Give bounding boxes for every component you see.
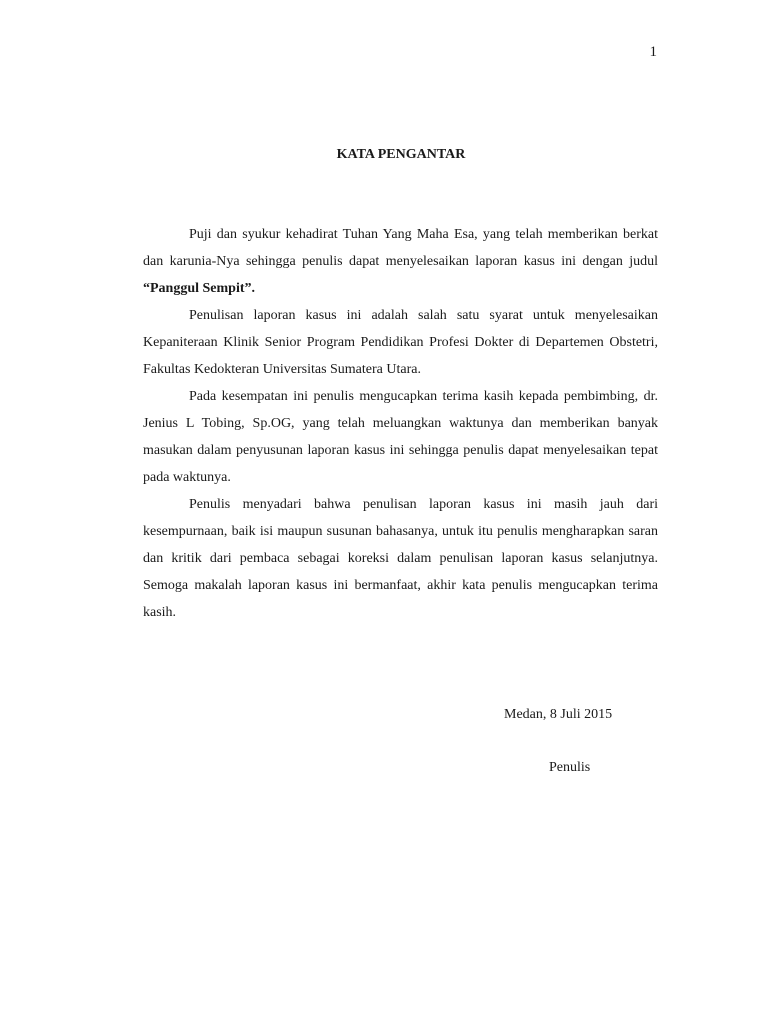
document-body	[143, 221, 658, 626]
paragraph-2: Penulisan laporan kasus ini adalah salah satu syarat untuk menyelesaikan Kepaniteraan Klinik Senior Program Pendidikan Profesi Dokter di Departemen Obstetri, Fakultas Kedokteran Universitas Sumatera Utara.	[143, 308, 658, 377]
paragraph-3: Pada kesempatan ini penulis mengucapkan terima kasih kepada pembimbing, dr. Jenius L Tobing, Sp.OG, yang telah meluangkan waktunya dan memberikan banyak masukan dalam penyusunan laporan kasus ini sehingga penulis dapat menyelesaikan tepat pada waktunya.	[143, 389, 658, 485]
report-title-emphasis: “Panggul Sempit”.	[143, 281, 256, 296]
paragraph-1	[143, 221, 658, 302]
closing-author: Penulis	[549, 760, 591, 775]
paragraph-4: Penulis menyadari bahwa penulisan laporan kasus ini masih jauh dari kesempurnaan, baik isi maupun susunan bahasanya, untuk itu penulis mengharapkan saran dan kritik dari pembaca sebagai koreksi dalam penulisan laporan kasus selanjutnya. Semoga makalah laporan kasus ini bermanfaat, akhir kata penulis mengucapkan terima kasih.	[143, 497, 658, 620]
paragraph-1-text: Puji dan syukur kehadirat Tuhan Yang Maha Esa, yang telah memberikan berkat dan karunia-Nya sehingga penulis dapat menyelesaikan laporan kasus ini dengan judul	[143, 227, 658, 269]
page-number: 1	[649, 44, 657, 60]
page-title: KATA PENGANTAR	[336, 147, 466, 162]
closing-place-date: Medan, 8 Juli 2015	[504, 707, 613, 722]
